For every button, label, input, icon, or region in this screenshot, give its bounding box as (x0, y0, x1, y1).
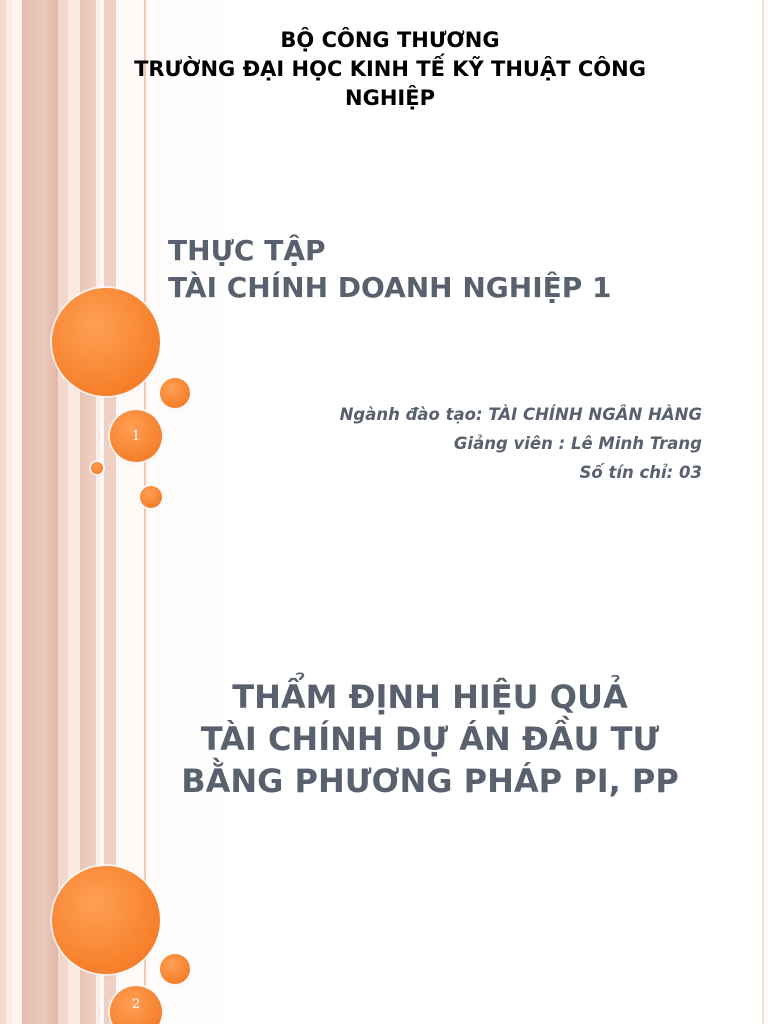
topic-title-line3: BẰNG PHƯƠNG PHÁP PI, PP (181, 762, 679, 800)
university-name-line2: NGHIỆP (345, 86, 435, 110)
page-number: 2 (131, 996, 141, 1012)
topic-title (150, 676, 710, 802)
right-edge-line (762, 0, 764, 578)
course-title (168, 232, 728, 306)
credits-text: Số tín chỉ: 03 (579, 463, 702, 482)
large-circle-decoration (52, 866, 160, 974)
small-circle-decoration (140, 486, 162, 508)
topic-title-line2: TÀI CHÍNH DỰ ÁN ĐẦU TƯ (200, 720, 660, 758)
course-title-line1: THỰC TẬP (168, 234, 326, 267)
topic-title-line1: THẨM ĐỊNH HIỆU QUẢ (232, 678, 628, 716)
course-details (182, 400, 702, 487)
slide-2 (0, 578, 768, 1024)
small-circle-decoration (160, 954, 190, 984)
course-title-line2: TÀI CHÍNH DOANH NGHIỆP 1 (168, 271, 612, 304)
page-number-badge (110, 986, 162, 1024)
right-edge-line (762, 578, 764, 1024)
institution-header (60, 26, 720, 113)
page-number-badge (110, 410, 162, 462)
stripe (6, 0, 12, 578)
major-text: Ngành đào tạo: TÀI CHÍNH NGÂN HÀNG (339, 405, 702, 424)
tiny-circle-decoration (91, 462, 103, 474)
lecturer-text: Giảng viên : Lê Minh Trang (453, 434, 702, 453)
large-circle-decoration (52, 288, 160, 396)
page-number: 1 (131, 428, 141, 444)
ministry-name: BỘ CÔNG THƯƠNG (280, 28, 500, 52)
stripe (6, 578, 12, 1024)
university-name-line1: TRƯỜNG ĐẠI HỌC KINH TẾ KỸ THUẬT CÔNG (134, 57, 646, 81)
stripe (22, 0, 58, 578)
stripe (22, 578, 58, 1024)
